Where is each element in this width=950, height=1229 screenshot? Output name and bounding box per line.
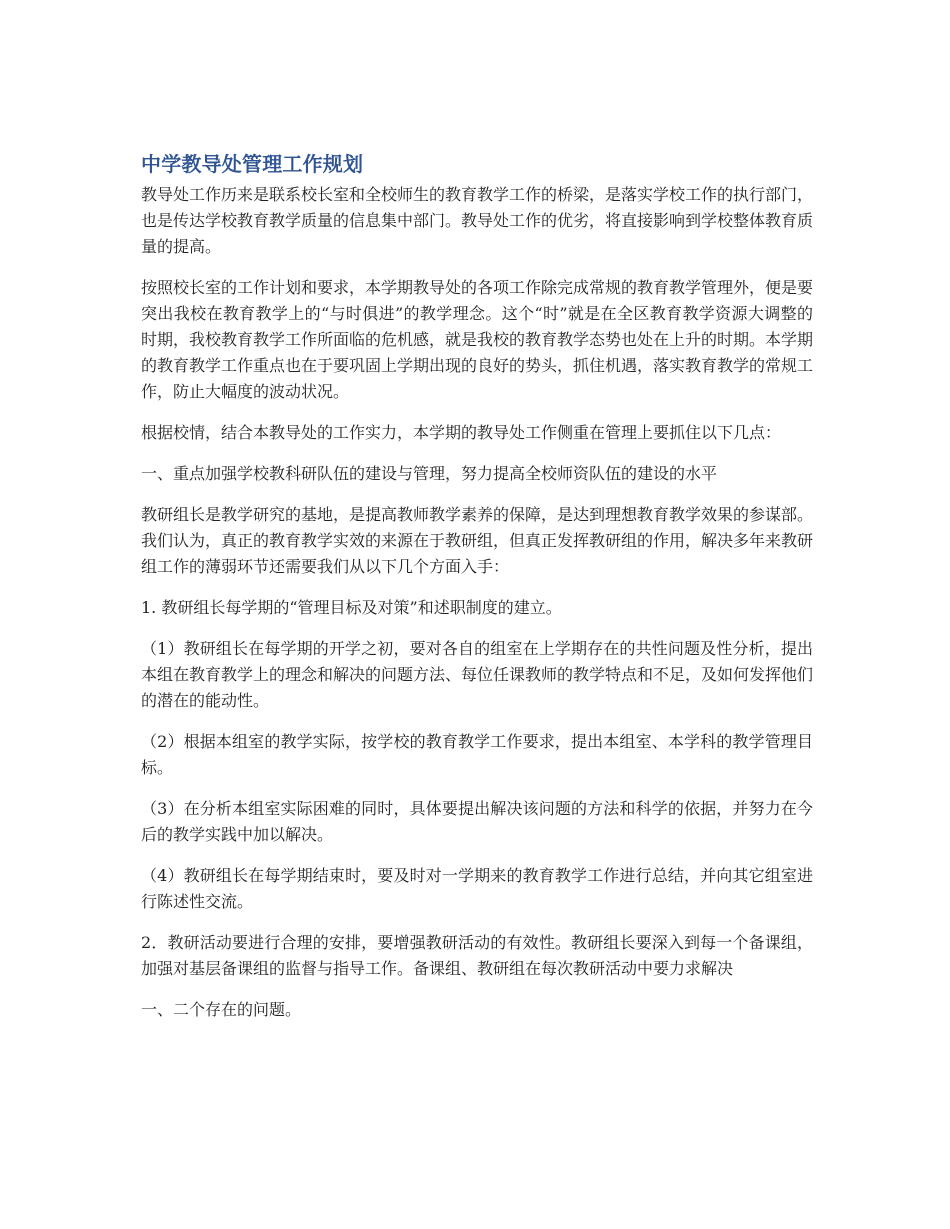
- sub-item-2: （2）根据本组室的教学实际，按学校的教育教学工作要求，提出本组室、本学科的教学管理目标。: [141, 732, 813, 777]
- sub-item-4: （4）教研组长在每学期结束时，要及时对一学期来的教育教学工作进行总结，并向其它组室进行陈述性交流。: [141, 866, 813, 911]
- paragraph-continuation: 一、二个存在的问题。: [141, 1000, 302, 1019]
- list-item-1: 1. 教研组长每学期的“管理目标及对策”和述职制度的建立。: [141, 598, 562, 617]
- document-page: [141, 150, 813, 1038]
- section-heading-1: 一、重点加强学校教科研队伍的建设与管理，努力提高全校师资队伍的建设的水平: [141, 464, 718, 483]
- paragraph-research-group: 教研组长是教学研究的基地，是提高教师教学素养的保障，是达到理想教育教学效果的参谋部。我们认为，真正的教育教学实效的来源在于教研组，但真正发挥教研组的作用，解决多年来教研组工作的薄弱环节还需要我们从以下几个方面入手：: [141, 505, 814, 576]
- list-item-2: 2．教研活动要进行合理的安排，要增强教研活动的有效性。教研组长要深入到每一个备课组，加强对基层备课组的监督与指导工作。备课组、教研组在每次教研活动中要力求解决: [141, 933, 813, 978]
- paragraph-intro: 教导处工作历来是联系校长室和全校师生的教育教学工作的桥梁，是落实学校工作的执行部门，也是传达学校教育教学质量的信息集中部门。教导处工作的优劣，将直接影响到学校整体教育质量的提高。: [141, 185, 814, 256]
- sub-item-1: （1）教研组长在每学期的开学之初，要对各自的组室在上学期存在的共性问题及性分析，提出本组在教育教学上的理念和解决的问题方法、每位任课教师的教学特点和不足，及如何发挥他们的潜在的能动性。: [141, 639, 814, 710]
- paragraph-plan: 按照校长室的工作计划和要求，本学期教导处的各项工作除完成常规的教育教学管理外，便是要突出我校在教育教学上的“与时俱进”的教学理念。这个“时”就是在全区教育教学资源大调整的时期，我校教育教学工作所面临的危机感，就是我校的教育教学态势也处在上升的时期。本学期的教育教学工作重点也在于要巩固上学期出现的良好的势头，抓住机遇，落实教育教学的常规工作，防止大幅度的波动状况。: [141, 278, 814, 401]
- paragraph-focus: 根据校情，结合本教导处的工作实力，本学期的教导处工作侧重在管理上要抓住以下几点：: [141, 423, 782, 442]
- sub-item-3: （3）在分析本组室实际困难的同时，具体要提出解决该问题的方法和科学的依据，并努力在今后的教学实践中加以解决。: [141, 799, 813, 844]
- document-title: 中学教导处管理工作规划: [141, 152, 364, 176]
